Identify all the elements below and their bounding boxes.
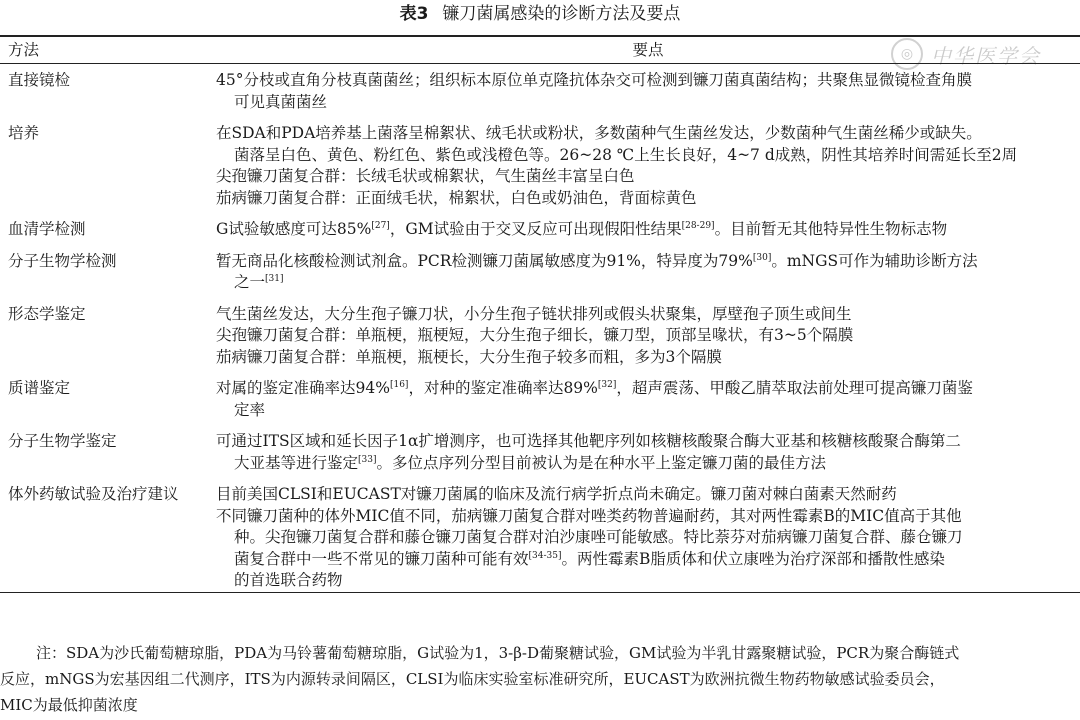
points-cell <box>216 219 1080 241</box>
points-text: 种。尖孢镰刀菌复合群和藤仓镰刀菌复合群对泊沙康唑可能敏感。特比萘芬对茄病镰刀菌复合群、藤仓镰刀 <box>234 528 963 546</box>
points-line <box>216 527 1080 549</box>
table-body <box>0 64 1080 593</box>
points-text: 尖孢镰刀菌复合群：单瓶梗，瓶梗短，大分生孢子细长，镰刀型，顶部呈喙状，有3~5个隔膜 <box>216 326 854 344</box>
row-spacer-cell <box>0 241 1080 251</box>
points-cell <box>216 304 1080 369</box>
footnote-line: 注：SDA为沙氏葡萄糖琼脂，PDA为马铃薯葡萄糖琼脂，G试验为1，3-β-D葡聚糖试验，GM试验为半乳甘露聚糖试验，PCR为聚合酶链式 <box>36 644 960 662</box>
table-row <box>0 123 1080 209</box>
points-text: 。两性霉素B脂质体和伏立康唑为治疗深部和播散性感染 <box>561 549 945 568</box>
method-cell <box>0 431 216 474</box>
row-spacer <box>0 113 1080 123</box>
row-spacer <box>0 421 1080 431</box>
method-name: 分子生物学鉴定 <box>8 432 117 450</box>
points-cell <box>216 251 1080 294</box>
table-number: 表3 <box>399 4 429 24</box>
citation-ref: [16] <box>389 379 409 390</box>
points-text: G试验敏感度可达85% <box>216 220 372 238</box>
points-text: 尖孢镰刀菌复合群：长绒毛状或棉絮状，气生菌丝丰富呈白色 <box>216 167 635 185</box>
row-spacer-cell <box>0 113 1080 123</box>
table-row <box>0 304 1080 369</box>
points-line <box>216 506 1080 528</box>
points-text: 45°分枝或直角分枝真菌菌丝；组织标本原位单克隆抗体杂交可检测到镰刀菌真菌结构；共聚焦显微镜检查角膜 <box>216 71 972 89</box>
row-spacer <box>0 474 1080 484</box>
table-row <box>0 378 1080 421</box>
points-text: 不同镰刀菌种的体外MIC值不同，茄病镰刀菌复合群对唑类药物普遍耐药，其对两性霉素B的MIC值高于其他 <box>216 506 962 525</box>
points-cell <box>216 484 1080 592</box>
watermark-text: 中华医学会 <box>931 43 1041 68</box>
points-cell <box>216 431 1080 474</box>
citation-ref: [33] <box>358 454 377 465</box>
citation-ref: [28-29] <box>681 220 715 231</box>
method-name: 质谱鉴定 <box>8 379 71 397</box>
method-cell <box>0 219 216 241</box>
citation-ref: [30] <box>752 252 772 263</box>
points-line <box>216 145 1080 167</box>
table-header-row <box>0 36 1080 64</box>
points-line <box>216 549 1080 571</box>
method-name: 血清学检测 <box>8 220 86 238</box>
points-text: 的首选联合药物 <box>234 571 343 589</box>
row-spacer-cell <box>0 474 1080 484</box>
table-row <box>0 219 1080 241</box>
points-text: 气生菌丝发达，大分生孢子镰刀状，小分生孢子链状排列或假头状聚集，厚壁孢子顶生或间生 <box>216 304 852 323</box>
points-text: ，超声震荡、甲酸乙腈萃取法前处理可提高镰刀菌鉴 <box>616 379 973 397</box>
points-text: 。目前暂无其他特异性生物标志物 <box>714 220 948 238</box>
points-line <box>216 251 1080 273</box>
method-cell <box>0 251 216 294</box>
points-line <box>216 92 1080 114</box>
points-text: 大亚基等进行鉴定 <box>234 453 359 472</box>
method-name: 体外药敏试验及治疗建议 <box>8 485 179 503</box>
points-text: 菌落呈白色、黄色、粉红色、紫色或浅橙色等。26~28 ℃上生长良好，4~7 d成熟，阴性其培养时间需延长至2周 <box>234 145 1018 164</box>
row-spacer-cell <box>0 294 1080 304</box>
row-spacer-cell <box>0 368 1080 378</box>
points-text: 对属的鉴定准确率达94% <box>216 379 390 397</box>
points-line <box>216 188 1080 210</box>
table-row <box>0 484 1080 592</box>
points-text: 。多位点序列分型目前被认为是在种水平上鉴定镰刀菌的最佳方法 <box>376 453 827 472</box>
points-line <box>216 219 1080 241</box>
points-text: 可通过ITS区域和延长因子1α扩增测序，也可选择其他靶序列如核糖核酸聚合酶大亚基和核糖核酸聚合酶第二 <box>216 432 961 450</box>
row-spacer <box>0 368 1080 378</box>
row-spacer <box>0 294 1080 304</box>
citation-ref: [34-35] <box>528 550 562 561</box>
table-footnote <box>0 640 1080 718</box>
points-text: 可见真菌菌丝 <box>234 92 328 111</box>
points-cell <box>216 378 1080 421</box>
table-row <box>0 251 1080 294</box>
citation-ref: [32] <box>597 379 617 390</box>
points-text: 定率 <box>234 400 266 419</box>
method-name: 直接镜检 <box>8 71 71 89</box>
points-line <box>216 378 1080 400</box>
points-line <box>216 484 1080 506</box>
header-points: 要点 <box>632 41 664 59</box>
citation-ref: [27] <box>371 220 390 231</box>
method-cell <box>0 484 216 592</box>
points-line <box>216 304 1080 326</box>
table-row <box>0 64 1080 114</box>
points-line <box>216 123 1080 145</box>
row-spacer-cell <box>0 209 1080 219</box>
row-spacer <box>0 209 1080 219</box>
method-cell <box>0 378 216 421</box>
method-name: 分子生物学检测 <box>8 251 117 270</box>
method-cell <box>0 304 216 369</box>
points-text: 。mNGS可作为辅助诊断方法 <box>771 251 978 270</box>
row-spacer-cell <box>0 421 1080 431</box>
table-row <box>0 431 1080 474</box>
table-title: 镰刀菌属感染的诊断方法及要点 <box>442 4 681 24</box>
society-seal-icon: ◎ <box>891 38 923 70</box>
points-text: 之一 <box>234 273 266 291</box>
points-line <box>216 453 1080 475</box>
points-text: 茄病镰刀菌复合群：单瓶梗，瓶梗长，大分生孢子较多而粗，多为3个隔膜 <box>216 347 722 366</box>
points-line <box>216 70 1080 92</box>
points-line <box>216 431 1080 453</box>
points-text: 暂无商品化核酸检测试剂盒。PCR检测镰刀菌属敏感度为91%，特异度为79% <box>216 251 753 270</box>
footnote-line: MIC为最低抑菌浓度 <box>0 696 138 714</box>
points-text: 目前美国CLSI和EUCAST对镰刀菌属的临床及流行病学折点尚未确定。镰刀菌对棘白菌素天然耐药 <box>216 485 897 503</box>
citation-ref: [31] <box>265 273 284 284</box>
points-line <box>216 325 1080 347</box>
diagnosis-table <box>0 35 1080 593</box>
points-line <box>216 272 1080 294</box>
points-text: ，GM试验由于交叉反应可出现假阳性结果 <box>389 220 682 238</box>
table-caption <box>0 2 1080 26</box>
points-text: 在SDA和PDA培养基上菌落呈棉絮状、绒毛状或粉状，多数菌种气生菌丝发达，少数菌种气生菌丝稀少或缺失。 <box>216 124 982 142</box>
method-name: 培养 <box>8 124 40 142</box>
method-cell <box>0 123 216 209</box>
method-cell <box>0 64 216 114</box>
footnote-line: 反应，mNGS为宏基因组二代测序，ITS为内源转录间隔区，CLSI为临床实验室标准研究所，EUCAST为欧洲抗微生物药物敏感试验委员会， <box>0 670 945 688</box>
points-text: 菌复合群中一些不常见的镰刀菌种可能有效 <box>234 549 529 568</box>
points-text: 茄病镰刀菌复合群：正面绒毛状，棉絮状，白色或奶油色，背面棕黄色 <box>216 188 697 207</box>
header-method: 方法 <box>8 41 40 59</box>
points-cell <box>216 64 1080 114</box>
points-line <box>216 400 1080 422</box>
row-spacer <box>0 241 1080 251</box>
points-line <box>216 166 1080 188</box>
points-text: ，对种的鉴定准确率达89% <box>408 379 598 397</box>
points-line <box>216 347 1080 369</box>
method-name: 形态学鉴定 <box>8 304 86 323</box>
points-cell <box>216 123 1080 209</box>
points-line <box>216 570 1080 592</box>
